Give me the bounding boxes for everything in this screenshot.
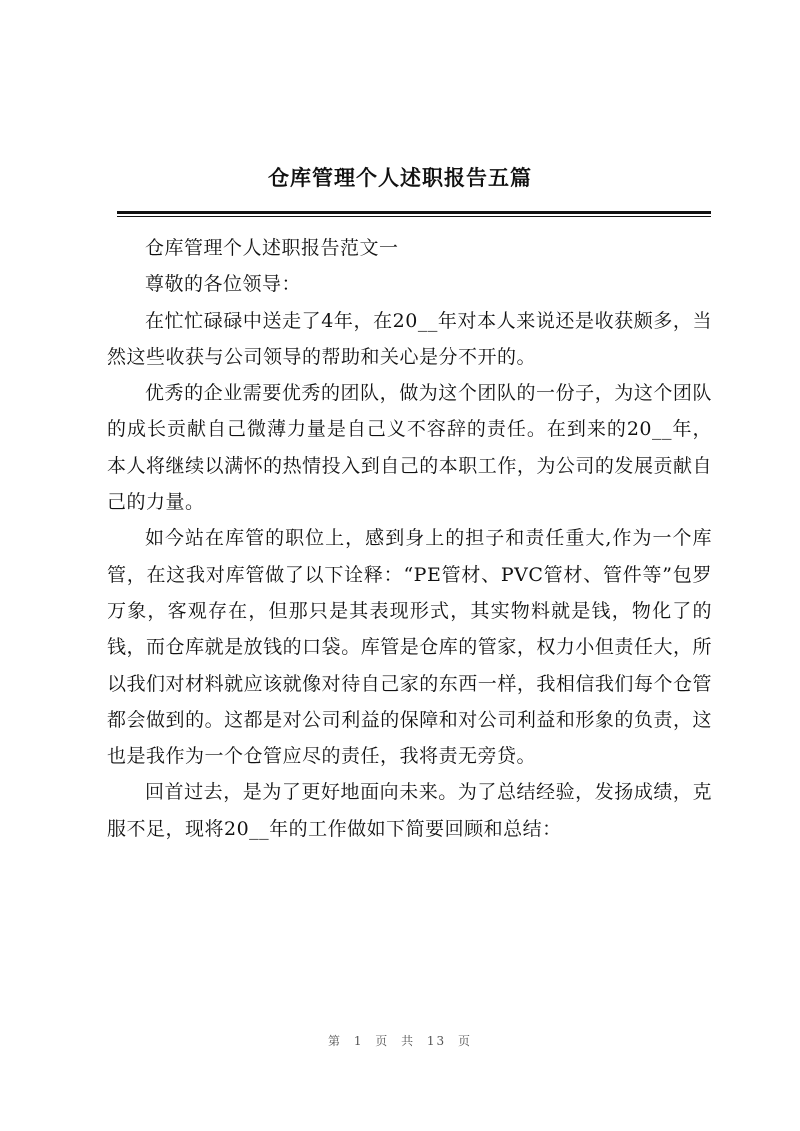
title-divider-thick — [117, 211, 711, 214]
section-heading: 仓库管理个人述职报告范文一 — [145, 237, 399, 259]
page-number: 第 1 页 共 13 页 — [328, 1034, 472, 1048]
body-paragraph: 回首过去，是为了更好地面向未来。为了总结经验，发扬成绩，克服不足，现将20__年的工作做如下简要回顾和总结： — [107, 781, 712, 840]
salutation: 尊敬的各位领导： — [145, 273, 302, 296]
body-paragraph: 如今站在库管的职位上，感到身上的担子和责任重大,作为一个库管，在这我对库管做了以下诠释：“PE管材、PVC管材、管件等”包罗万象，客观存在，但那只是其表现形式，其实物料就是钱，物化了的钱，而仓库就是放钱的口袋。库管是仓库的管家，权力小但责任大，所以我们对材料就应该就像对待自己家的东西一样，我相信我们每个仓管都会做到的。这都是对公司利益的保障和对公司利益和形象的负责，这也是我作为一个仓管应尽的责任，我将责无旁贷。 — [107, 527, 712, 768]
title-divider-thin — [117, 216, 711, 217]
document-title: 仓库管理个人述职报告五篇 — [268, 166, 532, 190]
body-paragraph: 优秀的企业需要优秀的团队，做为这个团队的一份子，为这个团队的成长贡献自己微薄力量是自己义不容辞的责任。在到来的20__年，本人将继续以满怀的热情投入到自己的本职工作，为公司的发展贡献自己的力量。 — [107, 382, 712, 514]
document-body — [107, 230, 712, 847]
body-paragraph: 在忙忙碌碌中送走了4年，在20__年对本人来说还是收获颇多，当然这些收获与公司领导的帮助和关心是分不开的。 — [107, 309, 712, 368]
